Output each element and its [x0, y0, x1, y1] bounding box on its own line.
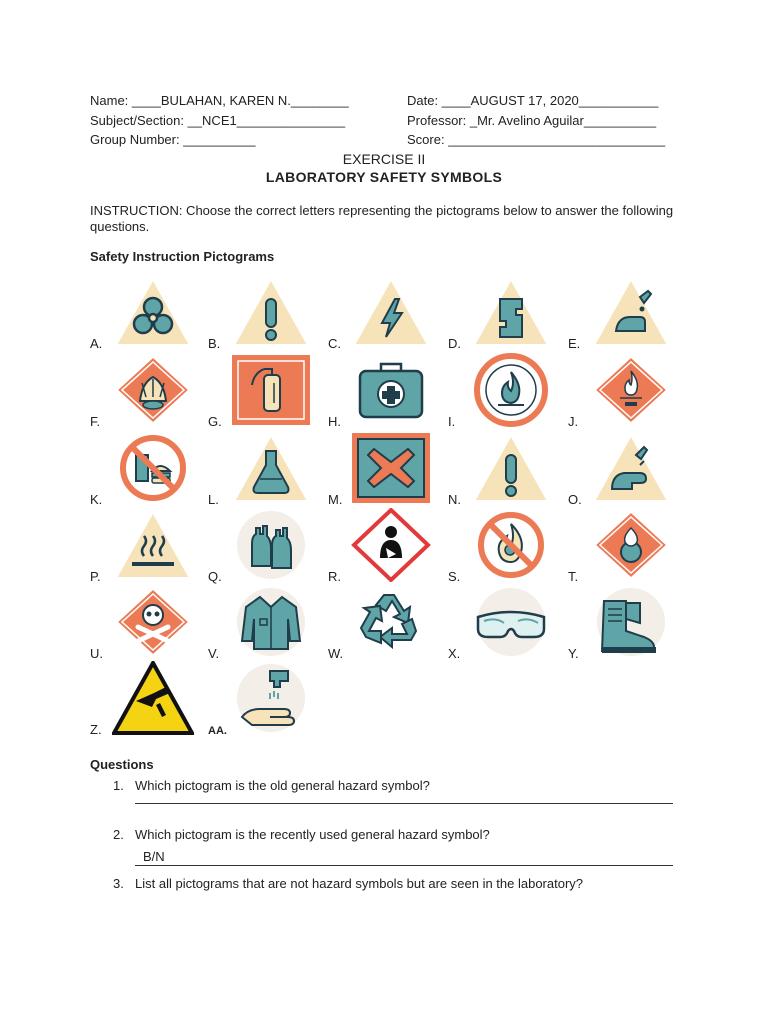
pictogram-label: Q. [208, 569, 222, 584]
electrical-hazard-icon [350, 275, 432, 349]
gloves-icon [230, 508, 312, 582]
question-3-number: 3. [113, 876, 124, 891]
flammable-circle-icon [470, 353, 552, 427]
corrosive-hand-icon [590, 275, 672, 349]
no-open-flame-icon [470, 508, 552, 582]
pictogram-item [328, 585, 438, 661]
pictogram-item [90, 661, 200, 737]
biohazard-icon [112, 275, 194, 349]
pictogram-item [90, 353, 200, 429]
name-field [90, 93, 349, 109]
pictogram-label: Z. [90, 722, 102, 737]
question-2-number: 2. [113, 827, 124, 842]
pictogram-label: R. [328, 569, 341, 584]
hot-surface-icon [112, 508, 194, 582]
questions-title: Questions [90, 757, 154, 772]
pictogram-item [448, 275, 558, 351]
pictogram-item [328, 353, 438, 429]
name-label: Name: [90, 93, 129, 108]
pictogram-item [328, 431, 438, 507]
pictogram-item [448, 353, 558, 429]
pictogram-label: W. [328, 646, 344, 661]
pictogram-item [90, 275, 200, 351]
pictogram-item [208, 508, 318, 584]
question-2-text: Which pictogram is the recently used general hazard symbol? [135, 827, 490, 842]
score-field [407, 132, 665, 148]
pictogram-item [568, 431, 678, 507]
flammable-diamond-icon [590, 353, 672, 427]
pictogram-item [90, 585, 200, 661]
pictogram-label: K. [90, 492, 103, 507]
pictogram-label: L. [208, 492, 219, 507]
recycle-icon [350, 585, 432, 659]
exclamation-warning-icon [470, 431, 552, 505]
safety-goggles-icon [470, 585, 552, 659]
group-field [90, 132, 256, 148]
question-2-answer[interactable]: B/N [143, 849, 165, 864]
section-title: Safety Instruction Pictograms [90, 249, 275, 264]
pictogram-label: G. [208, 414, 222, 429]
no-food-drink-icon [112, 431, 194, 505]
puzzle-toxic-icon [470, 275, 552, 349]
pictogram-item [208, 661, 318, 737]
skull-crossbones-icon [112, 585, 194, 659]
question-1-text: Which pictogram is the old general hazard symbol? [135, 778, 430, 793]
pictogram-item [328, 275, 438, 351]
pictogram-item [568, 275, 678, 351]
pictogram-label: X. [448, 646, 461, 661]
date-label: Date: [407, 93, 439, 108]
score-value: ______________________________ [448, 132, 666, 147]
fire-extinguisher-icon [230, 353, 312, 427]
subject-value: __NCE1_______________ [187, 113, 346, 128]
pictogram-item [208, 585, 318, 661]
pictogram-item [568, 353, 678, 429]
oxidizer-icon [590, 508, 672, 582]
pictogram-item [208, 275, 318, 351]
pictogram-label: J. [568, 414, 579, 429]
question-3-text: List all pictograms that are not hazard symbols but are seen in the laboratory? [135, 876, 584, 891]
answer-line-2[interactable] [135, 865, 673, 866]
subject-field [90, 113, 345, 129]
pictogram-label: N. [448, 492, 461, 507]
first-aid-kit-icon [350, 353, 432, 427]
pictogram-label: D. [448, 336, 461, 351]
flask-warning-icon [230, 431, 312, 505]
harmful-x-icon [350, 431, 432, 505]
pictogram-label: B. [208, 336, 221, 351]
exclamation-warning-icon [230, 275, 312, 349]
pictogram-label: T. [568, 569, 579, 584]
pictogram-label: A. [90, 336, 103, 351]
instruction-text: INSTRUCTION: Choose the correct letters representing the pictograms below to answer the following questions. [90, 203, 674, 234]
group-value: __________ [183, 132, 256, 147]
health-hazard-icon [350, 508, 432, 582]
corrosive-skin-icon [590, 431, 672, 505]
pictogram-label: F. [90, 414, 101, 429]
pictogram-label: AA. [208, 725, 227, 737]
date-value: ____AUGUST 17, 2020___________ [441, 93, 659, 108]
pictogram-item [90, 431, 200, 507]
pictogram-item [90, 508, 200, 584]
pictogram-item [448, 585, 558, 661]
pictogram-label: U. [90, 646, 103, 661]
date-field [407, 93, 658, 109]
pictogram-item [448, 508, 558, 584]
pictogram-item [208, 431, 318, 507]
pictogram-label: H. [328, 414, 341, 429]
pictogram-label: Y. [568, 646, 579, 661]
page-title: LABORATORY SAFETY SYMBOLS [265, 169, 503, 185]
pictogram-label: E. [568, 336, 581, 351]
pictogram-label: O. [568, 492, 582, 507]
pictogram-label: V. [208, 646, 220, 661]
hand-wash-icon [230, 661, 312, 735]
question-1-number: 1. [113, 778, 124, 793]
professor-value: _Mr. Avelino Aguilar__________ [469, 113, 657, 128]
answer-line-1[interactable] [135, 803, 673, 804]
environment-hazard-icon [112, 353, 194, 427]
pictogram-item [568, 585, 678, 661]
pictogram-label: I. [448, 414, 456, 429]
pictogram-label: S. [448, 569, 461, 584]
exercise-title: EXERCISE II [342, 151, 426, 167]
professor-label: Professor: [407, 113, 467, 128]
pictogram-label: C. [328, 336, 341, 351]
lab-coat-icon [230, 585, 312, 659]
name-value: ____BULAHAN, KAREN N.________ [131, 93, 349, 108]
score-label: Score: [407, 132, 445, 147]
sharp-object-icon [112, 661, 194, 735]
pictogram-item [328, 508, 438, 584]
pictogram-label: M. [328, 492, 343, 507]
subject-label: Subject/Section: [90, 113, 184, 128]
pictogram-item [448, 431, 558, 507]
group-label: Group Number: [90, 132, 180, 147]
pictogram-label: P. [90, 569, 101, 584]
pictogram-item [568, 508, 678, 584]
professor-field [407, 113, 656, 129]
pictogram-item [208, 353, 318, 429]
safety-boots-icon [590, 585, 672, 659]
